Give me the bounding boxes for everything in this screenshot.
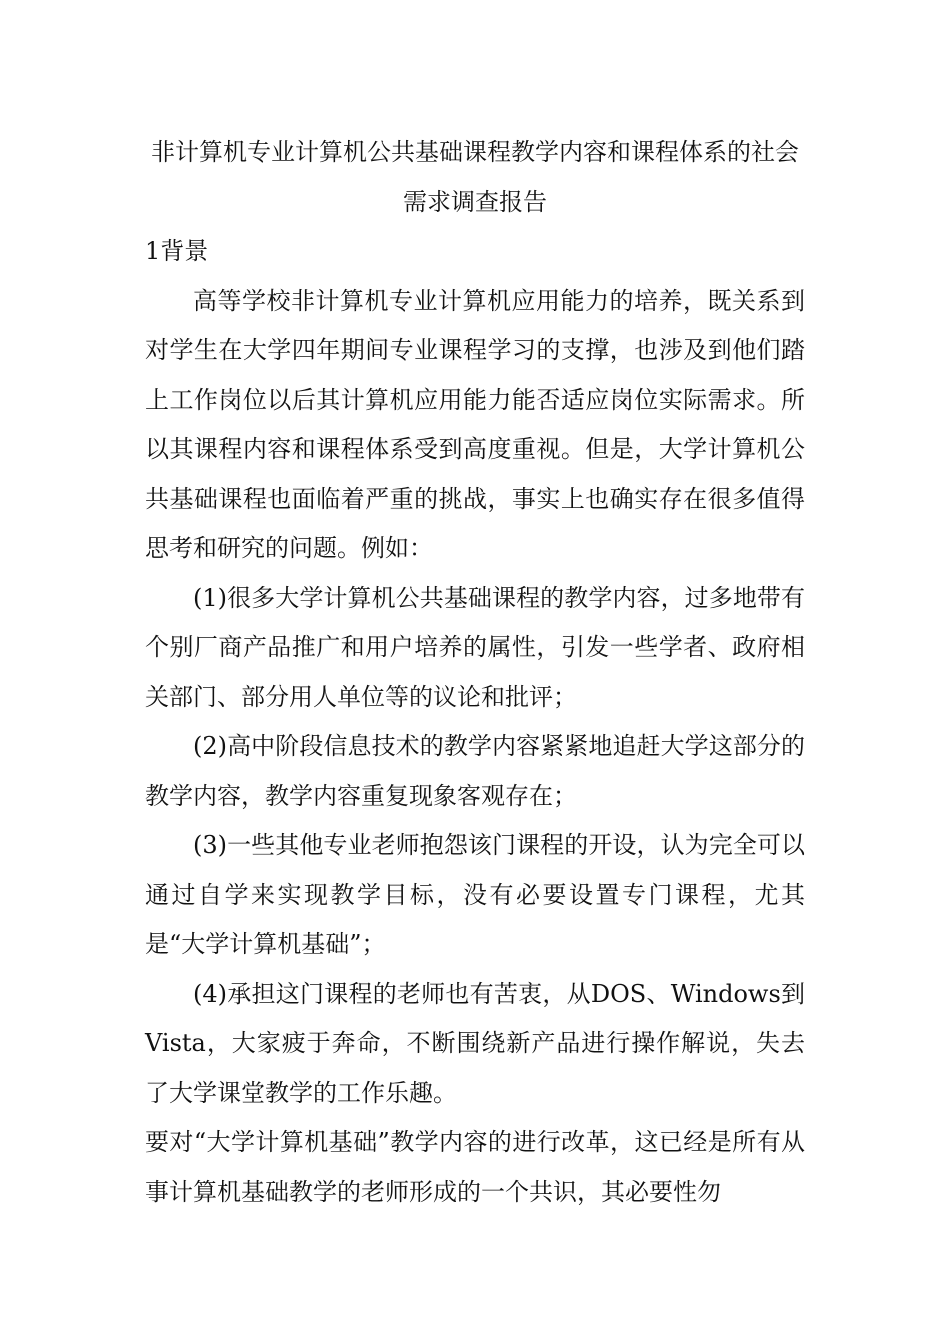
paragraph-item-4: (4)承担这门课程的老师也有苦衷，从DOS、Windows到Vista，大家疲于奔命，不断围绕新产品进行操作解说，失去了大学课堂教学的工作乐趣。 — [145, 979, 805, 1107]
paragraph-reform: 要对“大学计算机基础”教学内容的进行改革，这已经是所有从事计算机基础教学的老师形成的一个共识，其必要性勿 — [145, 1128, 805, 1206]
paragraph-item-3: (3)一些其他专业老师抱怨该门课程的开设，认为完全可以通过自学来实现教学目标，没有必要设置专门课程，尤其是“大学计算机基础”； — [145, 831, 805, 958]
paragraph-item-2: (2)高中阶段信息技术的教学内容紧紧地追赶大学这部分的教学内容，教学内容重复现象客观存在； — [145, 732, 805, 810]
document-body — [145, 128, 805, 1217]
paragraph-item-1: (1)很多大学计算机公共基础课程的教学内容，过多地带有个别厂商产品推广和用户培养的属性，引发一些学者、政府相关部门、部分用人单位等的议论和批评； — [145, 583, 805, 711]
paragraph-background: 高等学校非计算机专业计算机应用能力的培养，既关系到对学生在大学四年期间专业课程学习的支撑，也涉及到他们踏上工作岗位以后其计算机应用能力能否适应岗位实际需求。所以其课程内容和课程体系受到高度重视。但是，大学计算机公共基础课程也面临着严重的挑战，事实上也确实存在很多值得思考和研究的问题。例如： — [145, 286, 805, 562]
document-title: 非计算机专业计算机公共基础课程教学内容和课程体系的社会需求调查报告 — [151, 138, 799, 216]
section-heading: 1背景 — [145, 237, 209, 265]
